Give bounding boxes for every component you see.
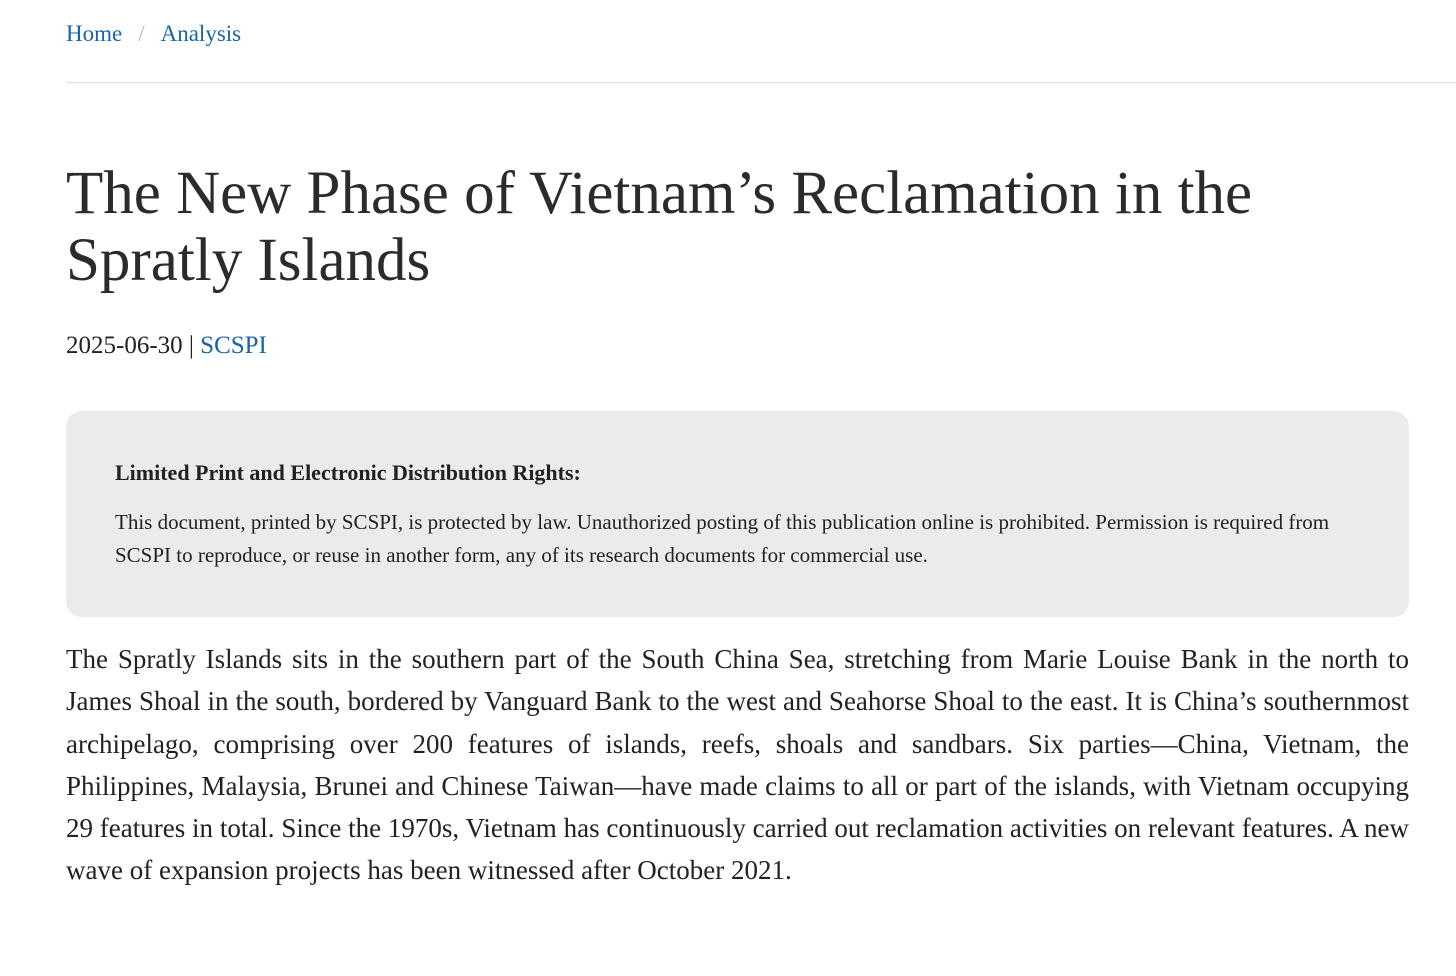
meta-separator: | (182, 332, 201, 359)
breadcrumb-home-link[interactable]: Home (66, 21, 123, 46)
breadcrumb (66, 18, 241, 50)
source-link[interactable]: SCSPI (200, 332, 267, 359)
distribution-rights-notice (66, 411, 1409, 617)
publish-date: 2025-06-30 (66, 332, 183, 359)
breadcrumb-analysis-link[interactable]: Analysis (160, 21, 242, 46)
header-divider (66, 82, 1456, 83)
rights-heading: Limited Print and Electronic Distribution Rights: (115, 460, 581, 485)
article-meta (66, 330, 267, 362)
article-paragraph: The Spratly Islands sits in the southern part of the South China Sea, stretching from Marie Louise Bank in the north to James Shoal in the south, bordered by Vanguard Bank to the west and Seahorse Shoal to the east. It is China’s southernmost archipelago, comprising over 200 features of islands, reefs, shoals and sandbars. Six parties—China, Vietnam, the Philippines, Malaysia, Brunei and Chinese Taiwan—have made claims to all or part of the islands, with Vietnam occupying 29 features in total. Since the 1970s, Vietnam has continuously carried out reclamation activities on relevant features. A new wave of expansion projects has been witnessed after October 2021. (66, 644, 1409, 886)
breadcrumb-separator: / (138, 21, 145, 46)
rights-text: This document, printed by SCSPI, is protected by law. Unauthorized posting of this publication online is prohibited. Permission is required from SCSPI to reproduce, or reuse in another form, any of its research documents for commercial use. (115, 510, 1330, 567)
page-title: The New Phase of Vietnam’s Reclamation in the Spratly Islands (66, 160, 1253, 294)
